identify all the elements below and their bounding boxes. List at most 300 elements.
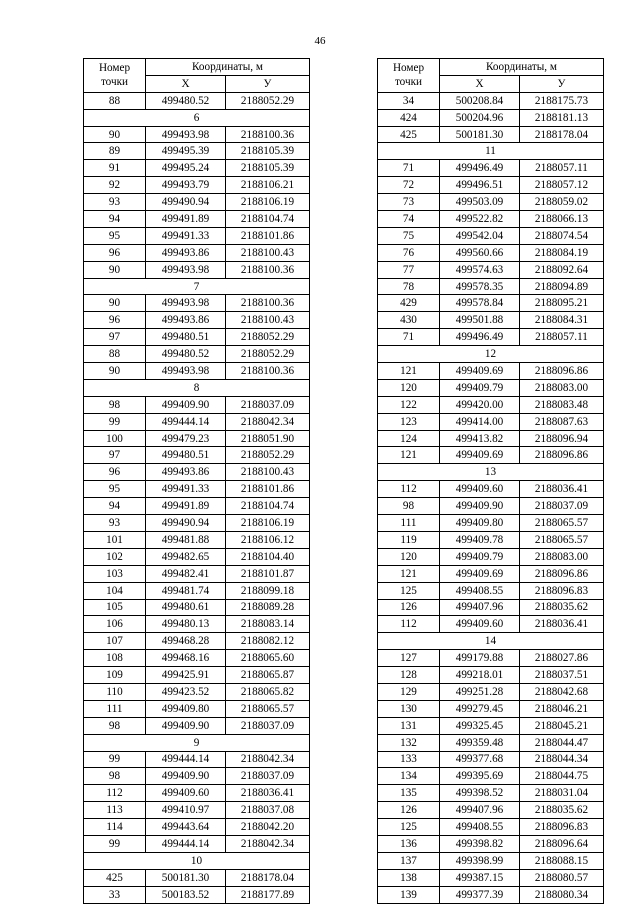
x-coordinate-cell: 499493.98 — [146, 126, 226, 143]
point-number-cell: 120 — [378, 379, 440, 396]
table-row — [84, 295, 310, 312]
table-row — [378, 379, 604, 396]
point-number-cell: 95 — [84, 481, 146, 498]
point-number-cell: 119 — [378, 531, 440, 548]
x-coordinate-cell: 499409.60 — [440, 481, 520, 498]
point-number-cell: 77 — [378, 261, 440, 278]
table-row — [378, 819, 604, 836]
section-number: 9 — [84, 734, 310, 751]
point-number-cell: 125 — [378, 819, 440, 836]
table-row — [378, 177, 604, 194]
x-coordinate-cell: 500204.96 — [440, 109, 520, 126]
y-coordinate-cell: 2188178.04 — [520, 126, 604, 143]
x-coordinate-cell: 499398.82 — [440, 835, 520, 852]
table-row — [378, 886, 604, 903]
table-row — [84, 194, 310, 211]
x-coordinate-cell: 499480.52 — [146, 92, 226, 109]
y-coordinate-cell: 2188084.31 — [520, 312, 604, 329]
table-row — [378, 363, 604, 380]
x-coordinate-cell: 499578.84 — [440, 295, 520, 312]
point-number-cell: 113 — [84, 802, 146, 819]
y-coordinate-cell: 2188096.86 — [520, 565, 604, 582]
point-number-cell: 96 — [84, 312, 146, 329]
table-row — [84, 261, 310, 278]
table-row — [84, 312, 310, 329]
table-row — [84, 835, 310, 852]
point-number-cell: 424 — [378, 109, 440, 126]
point-number-cell: 128 — [378, 667, 440, 684]
x-coordinate-cell: 499409.90 — [146, 396, 226, 413]
y-coordinate-cell: 2188037.09 — [226, 717, 310, 734]
header-y: У — [520, 75, 604, 92]
table-row — [378, 751, 604, 768]
table-row — [378, 447, 604, 464]
section-row — [84, 278, 310, 295]
table-row — [84, 768, 310, 785]
point-number-cell: 72 — [378, 177, 440, 194]
y-coordinate-cell: 2188036.41 — [520, 481, 604, 498]
table-row — [378, 109, 604, 126]
point-number-cell: 98 — [84, 396, 146, 413]
point-number-cell: 89 — [84, 143, 146, 160]
point-number-cell: 76 — [378, 244, 440, 261]
x-coordinate-cell: 499491.33 — [146, 227, 226, 244]
x-coordinate-cell: 499578.35 — [440, 278, 520, 295]
x-coordinate-cell: 499408.55 — [440, 819, 520, 836]
table-row — [84, 515, 310, 532]
x-coordinate-cell: 499493.86 — [146, 464, 226, 481]
point-number-cell: 126 — [378, 599, 440, 616]
point-number-cell: 123 — [378, 413, 440, 430]
x-coordinate-cell: 499409.78 — [440, 531, 520, 548]
table-row — [378, 396, 604, 413]
table-row — [84, 447, 310, 464]
table-row — [84, 143, 310, 160]
table-row — [84, 244, 310, 261]
x-coordinate-cell: 499482.65 — [146, 548, 226, 565]
point-number-cell: 110 — [84, 683, 146, 700]
x-coordinate-cell: 499179.88 — [440, 650, 520, 667]
y-coordinate-cell: 2188044.47 — [520, 734, 604, 751]
y-coordinate-cell: 2188084.19 — [520, 244, 604, 261]
table-row — [378, 785, 604, 802]
table-row — [378, 717, 604, 734]
point-number-cell: 122 — [378, 396, 440, 413]
point-number-cell: 96 — [84, 244, 146, 261]
y-coordinate-cell: 2188096.94 — [520, 430, 604, 447]
table-row — [378, 650, 604, 667]
table-row — [378, 683, 604, 700]
point-number-cell: 425 — [84, 869, 146, 886]
y-coordinate-cell: 2188083.14 — [226, 616, 310, 633]
point-number-cell: 429 — [378, 295, 440, 312]
x-coordinate-cell: 499480.13 — [146, 616, 226, 633]
table-row — [84, 430, 310, 447]
table-row — [378, 835, 604, 852]
point-number-cell: 125 — [378, 582, 440, 599]
x-coordinate-cell: 499409.69 — [440, 447, 520, 464]
y-coordinate-cell: 2188104.40 — [226, 548, 310, 565]
point-number-cell: 106 — [84, 616, 146, 633]
x-coordinate-cell: 499493.98 — [146, 363, 226, 380]
header-x: X — [440, 75, 520, 92]
table-row — [84, 819, 310, 836]
y-coordinate-cell: 2188100.36 — [226, 363, 310, 380]
table-row — [84, 599, 310, 616]
y-coordinate-cell: 2188057.11 — [520, 160, 604, 177]
point-number-cell: 73 — [378, 194, 440, 211]
table-row — [84, 126, 310, 143]
y-coordinate-cell: 2188080.34 — [520, 886, 604, 903]
point-number-cell: 97 — [84, 447, 146, 464]
header-coordinates: Координаты, м — [440, 59, 604, 76]
y-coordinate-cell: 2188100.43 — [226, 464, 310, 481]
y-coordinate-cell: 2188037.09 — [226, 396, 310, 413]
y-coordinate-cell: 2188105.39 — [226, 143, 310, 160]
table-row — [84, 565, 310, 582]
x-coordinate-cell: 499251.28 — [440, 683, 520, 700]
point-number-cell: 98 — [84, 717, 146, 734]
x-coordinate-cell: 499407.96 — [440, 802, 520, 819]
table-row — [84, 211, 310, 228]
x-coordinate-cell: 500181.30 — [440, 126, 520, 143]
x-coordinate-cell: 499503.09 — [440, 194, 520, 211]
table-row — [378, 548, 604, 565]
y-coordinate-cell: 2188065.87 — [226, 667, 310, 684]
table-row — [378, 700, 604, 717]
point-number-cell: 129 — [378, 683, 440, 700]
y-coordinate-cell: 2188044.75 — [520, 768, 604, 785]
point-number-cell: 107 — [84, 633, 146, 650]
table-row — [378, 126, 604, 143]
table-row — [378, 312, 604, 329]
section-number: 10 — [84, 852, 310, 869]
y-coordinate-cell: 2188027.86 — [520, 650, 604, 667]
table-row — [84, 160, 310, 177]
y-coordinate-cell: 2188106.19 — [226, 515, 310, 532]
table-row — [84, 717, 310, 734]
point-number-cell: 131 — [378, 717, 440, 734]
point-number-cell: 94 — [84, 211, 146, 228]
x-coordinate-cell: 499480.52 — [146, 346, 226, 363]
x-coordinate-cell: 499414.00 — [440, 413, 520, 430]
section-number: 11 — [378, 143, 604, 160]
x-coordinate-cell: 499491.89 — [146, 211, 226, 228]
table-row — [84, 548, 310, 565]
point-number-cell: 98 — [84, 768, 146, 785]
point-number-cell: 124 — [378, 430, 440, 447]
x-coordinate-cell: 500181.30 — [146, 869, 226, 886]
y-coordinate-cell: 2188051.90 — [226, 430, 310, 447]
x-coordinate-cell: 499409.60 — [440, 616, 520, 633]
y-coordinate-cell: 2188105.39 — [226, 160, 310, 177]
section-number: 14 — [378, 633, 604, 650]
x-coordinate-cell: 499574.63 — [440, 261, 520, 278]
y-coordinate-cell: 2188042.68 — [520, 683, 604, 700]
coordinates-table-left — [83, 58, 310, 904]
y-coordinate-cell: 2188065.60 — [226, 650, 310, 667]
x-coordinate-cell: 499398.99 — [440, 852, 520, 869]
point-number-cell: 135 — [378, 785, 440, 802]
header-point-number — [84, 59, 146, 93]
point-number-cell: 99 — [84, 835, 146, 852]
x-coordinate-cell: 499279.45 — [440, 700, 520, 717]
x-coordinate-cell: 499493.98 — [146, 261, 226, 278]
x-coordinate-cell: 499408.55 — [440, 582, 520, 599]
point-number-cell: 139 — [378, 886, 440, 903]
point-number-cell: 93 — [84, 194, 146, 211]
y-coordinate-cell: 2188052.29 — [226, 329, 310, 346]
y-coordinate-cell: 2188106.19 — [226, 194, 310, 211]
y-coordinate-cell: 2188096.86 — [520, 447, 604, 464]
y-coordinate-cell: 2188066.13 — [520, 211, 604, 228]
section-row — [84, 379, 310, 396]
point-number-cell: 112 — [84, 785, 146, 802]
y-coordinate-cell: 2188037.51 — [520, 667, 604, 684]
x-coordinate-cell: 499444.14 — [146, 835, 226, 852]
y-coordinate-cell: 2188052.29 — [226, 92, 310, 109]
section-row — [84, 109, 310, 126]
x-coordinate-cell: 499468.16 — [146, 650, 226, 667]
point-number-cell: 71 — [378, 160, 440, 177]
point-number-cell: 127 — [378, 650, 440, 667]
x-coordinate-cell: 499444.14 — [146, 751, 226, 768]
y-coordinate-cell: 2188087.63 — [520, 413, 604, 430]
point-number-cell: 138 — [378, 869, 440, 886]
y-coordinate-cell: 2188036.41 — [226, 785, 310, 802]
point-number-cell: 90 — [84, 126, 146, 143]
y-coordinate-cell: 2188083.00 — [520, 548, 604, 565]
point-number-cell: 104 — [84, 582, 146, 599]
x-coordinate-cell: 499493.79 — [146, 177, 226, 194]
point-number-cell: 136 — [378, 835, 440, 852]
y-coordinate-cell: 2188052.29 — [226, 346, 310, 363]
table-row — [84, 869, 310, 886]
x-coordinate-cell: 499493.86 — [146, 244, 226, 261]
y-coordinate-cell: 2188100.36 — [226, 295, 310, 312]
section-row — [378, 464, 604, 481]
y-coordinate-cell: 2188100.43 — [226, 312, 310, 329]
y-coordinate-cell: 2188059.02 — [520, 194, 604, 211]
x-coordinate-cell: 499480.51 — [146, 447, 226, 464]
y-coordinate-cell: 2188065.57 — [520, 531, 604, 548]
section-number: 13 — [378, 464, 604, 481]
point-number-cell: 97 — [84, 329, 146, 346]
y-coordinate-cell: 2188089.28 — [226, 599, 310, 616]
point-number-cell: 126 — [378, 802, 440, 819]
y-coordinate-cell: 2188099.18 — [226, 582, 310, 599]
x-coordinate-cell: 499482.41 — [146, 565, 226, 582]
table-row — [84, 886, 310, 903]
table-row — [378, 295, 604, 312]
section-row — [378, 346, 604, 363]
x-coordinate-cell: 499398.52 — [440, 785, 520, 802]
x-coordinate-cell: 499522.82 — [440, 211, 520, 228]
y-coordinate-cell: 2188045.21 — [520, 717, 604, 734]
table-row — [84, 667, 310, 684]
table-row — [378, 616, 604, 633]
x-coordinate-cell: 499444.14 — [146, 413, 226, 430]
y-coordinate-cell: 2188094.89 — [520, 278, 604, 295]
table-row — [378, 227, 604, 244]
x-coordinate-cell: 499409.90 — [440, 498, 520, 515]
y-coordinate-cell: 2188036.41 — [520, 616, 604, 633]
table-row — [84, 396, 310, 413]
y-coordinate-cell: 2188037.09 — [520, 498, 604, 515]
header-point-line2: точки — [100, 76, 129, 89]
x-coordinate-cell: 499409.69 — [440, 363, 520, 380]
y-coordinate-cell: 2188037.08 — [226, 802, 310, 819]
y-coordinate-cell: 2188096.83 — [520, 582, 604, 599]
point-number-cell: 34 — [378, 92, 440, 109]
x-coordinate-cell: 499387.15 — [440, 869, 520, 886]
x-coordinate-cell: 499468.28 — [146, 633, 226, 650]
table-row — [378, 430, 604, 447]
point-number-cell: 75 — [378, 227, 440, 244]
table-row — [84, 177, 310, 194]
point-number-cell: 137 — [378, 852, 440, 869]
section-number: 7 — [84, 278, 310, 295]
point-number-cell: 120 — [378, 548, 440, 565]
section-number: 12 — [378, 346, 604, 363]
y-coordinate-cell: 2188096.64 — [520, 835, 604, 852]
table-row — [378, 244, 604, 261]
table-row — [84, 481, 310, 498]
table-row — [378, 211, 604, 228]
point-number-cell: 103 — [84, 565, 146, 582]
table-row — [378, 734, 604, 751]
point-number-cell: 430 — [378, 312, 440, 329]
y-coordinate-cell: 2188104.74 — [226, 211, 310, 228]
point-number-cell: 109 — [84, 667, 146, 684]
point-number-cell: 78 — [378, 278, 440, 295]
page-number: 46 — [314, 35, 326, 47]
x-coordinate-cell: 499480.61 — [146, 599, 226, 616]
x-coordinate-cell: 499501.88 — [440, 312, 520, 329]
table-row — [84, 700, 310, 717]
x-coordinate-cell: 499496.51 — [440, 177, 520, 194]
header-point-line2: точки — [394, 76, 423, 89]
section-row — [378, 143, 604, 160]
y-coordinate-cell: 2188096.86 — [520, 363, 604, 380]
y-coordinate-cell: 2188100.36 — [226, 261, 310, 278]
y-coordinate-cell: 2188101.87 — [226, 565, 310, 582]
point-number-cell: 74 — [378, 211, 440, 228]
y-coordinate-cell: 2188104.74 — [226, 498, 310, 515]
y-coordinate-cell: 2188065.82 — [226, 683, 310, 700]
table-row — [84, 413, 310, 430]
x-coordinate-cell: 499218.01 — [440, 667, 520, 684]
x-coordinate-cell: 499496.49 — [440, 160, 520, 177]
section-row — [84, 734, 310, 751]
x-coordinate-cell: 499325.45 — [440, 717, 520, 734]
point-number-cell: 112 — [378, 481, 440, 498]
table-row — [378, 565, 604, 582]
point-number-cell: 111 — [378, 515, 440, 532]
y-coordinate-cell: 2188101.86 — [226, 227, 310, 244]
x-coordinate-cell: 499410.97 — [146, 802, 226, 819]
x-coordinate-cell: 499409.60 — [146, 785, 226, 802]
table-row — [378, 92, 604, 109]
y-coordinate-cell: 2188046.21 — [520, 700, 604, 717]
point-number-cell: 96 — [84, 464, 146, 481]
y-coordinate-cell: 2188052.29 — [226, 447, 310, 464]
y-coordinate-cell: 2188031.04 — [520, 785, 604, 802]
x-coordinate-cell: 499377.68 — [440, 751, 520, 768]
point-number-cell: 33 — [84, 886, 146, 903]
y-coordinate-cell: 2188083.00 — [520, 379, 604, 396]
point-number-cell: 90 — [84, 261, 146, 278]
table-row — [378, 413, 604, 430]
point-number-cell: 101 — [84, 531, 146, 548]
section-number: 6 — [84, 109, 310, 126]
x-coordinate-cell: 499443.64 — [146, 819, 226, 836]
point-number-cell: 130 — [378, 700, 440, 717]
point-number-cell: 114 — [84, 819, 146, 836]
table-row — [84, 633, 310, 650]
y-coordinate-cell: 2188082.12 — [226, 633, 310, 650]
point-number-cell: 90 — [84, 295, 146, 312]
x-coordinate-cell: 499560.66 — [440, 244, 520, 261]
table-row — [378, 531, 604, 548]
x-coordinate-cell: 499395.69 — [440, 768, 520, 785]
point-number-cell: 88 — [84, 92, 146, 109]
table-row — [378, 667, 604, 684]
x-coordinate-cell: 499409.80 — [146, 700, 226, 717]
header-point-number — [378, 59, 440, 93]
table-row — [84, 751, 310, 768]
x-coordinate-cell: 499409.79 — [440, 548, 520, 565]
point-number-cell: 99 — [84, 413, 146, 430]
x-coordinate-cell: 499409.69 — [440, 565, 520, 582]
header-point-line1: Номер — [392, 62, 425, 75]
y-coordinate-cell: 2188042.34 — [226, 751, 310, 768]
table-row — [378, 869, 604, 886]
table-row — [84, 464, 310, 481]
x-coordinate-cell: 499496.49 — [440, 329, 520, 346]
point-number-cell: 100 — [84, 430, 146, 447]
point-number-cell: 93 — [84, 515, 146, 532]
y-coordinate-cell: 2188181.13 — [520, 109, 604, 126]
header-coordinates: Координаты, м — [146, 59, 310, 76]
table-row — [84, 785, 310, 802]
y-coordinate-cell: 2188065.57 — [520, 515, 604, 532]
x-coordinate-cell: 499420.00 — [440, 396, 520, 413]
x-coordinate-cell: 499409.90 — [146, 768, 226, 785]
y-coordinate-cell: 2188035.62 — [520, 802, 604, 819]
header-point-line1: Номер — [98, 62, 131, 75]
x-coordinate-cell: 499413.82 — [440, 430, 520, 447]
x-coordinate-cell: 499480.51 — [146, 329, 226, 346]
y-coordinate-cell: 2188057.11 — [520, 329, 604, 346]
table-row — [378, 160, 604, 177]
y-coordinate-cell: 2188042.34 — [226, 835, 310, 852]
point-number-cell: 132 — [378, 734, 440, 751]
table-row — [84, 346, 310, 363]
point-number-cell: 112 — [378, 616, 440, 633]
coordinates-table-right — [377, 58, 604, 904]
x-coordinate-cell: 499491.33 — [146, 481, 226, 498]
table-row — [84, 227, 310, 244]
table-row — [378, 582, 604, 599]
point-number-cell: 88 — [84, 346, 146, 363]
point-number-cell: 102 — [84, 548, 146, 565]
x-coordinate-cell: 499542.04 — [440, 227, 520, 244]
x-coordinate-cell: 499495.39 — [146, 143, 226, 160]
point-number-cell: 111 — [84, 700, 146, 717]
x-coordinate-cell: 499490.94 — [146, 515, 226, 532]
point-number-cell: 92 — [84, 177, 146, 194]
